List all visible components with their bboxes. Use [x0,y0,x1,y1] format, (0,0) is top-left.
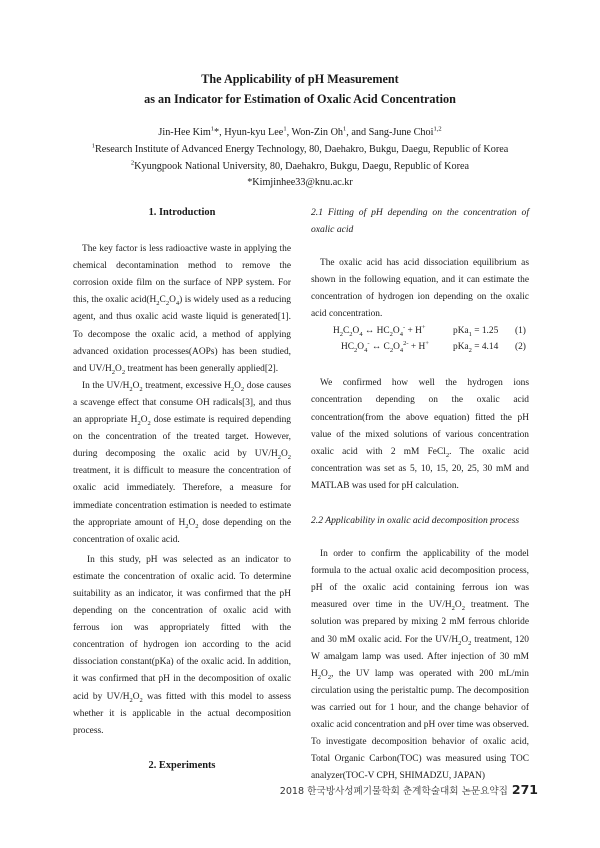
affiliation-2: $^2$Kyungpook National University, 80, Daehakro, Bukgu, Daegu, Republic of Korea [130,159,470,172]
affiliation-1: $^1$Research Institute of Advanced Energy Technology, 80, Daehakro, Bukgu, Daegu, Republic of Korea [91,142,509,155]
experiments-paragraph-3: In order to confirm the applicability of the model formula to the actual oxalic acid decomposition process, pH of the oxalic acid containing ferrous ion was measured over time in the $UV/H_2O_2$ treatment. The solution was prepared by mixing 2 mM ferrous chloride and 30 mM oxalic acid. For the $UV/H_2O_2$ treatment, 120 W amalgam lamp was used. After injection of 30 mM $H_2O_2$, the UV lamp was operated with 200 mL/min circulation using the peristaltic pump. The decomposition was carried out for 1 hour, and the change behavior of oxalic acid concentration and pH over time was observed. To investigate decomposition behavior of oxalic acid, Total Organic Carbon(TOC) was measured using TOC analyzer(TOC-V CPH, SHIMADZU, JAPAN) [311,549,530,782]
proceedings-title: 2018 한국방사성폐기물학회 춘계학술대회 논문요약집 [279,786,508,797]
intro-paragraph-1: The key factor is less radioactive waste in applying the chemical decontamination method to remove the corrosion oxide film on the surface of NPP system. For this, the oxalic $acid(H_2C_2O_4)$ is widely used as a reducing agent, and thus oxalic acid waste liquid is generated[1]. To decompose the oxalic acid, a method of applying advanced oxidation processes(AOPs) has been studied, and $UV/H_2O_2$ treatment has been generally applied[2]. [73,244,291,376]
paper-title-line-1: The Applicability of pH Measurement [201,72,399,86]
left-column [73,204,291,774]
subsection-heading-2-2: 2.2 Applicability in oxalic acid decomposition process [311,515,520,527]
author-list: Jin-Hee Kim$^1$*, Hyun-kyu Lee$^1$, Won-Zin Oh$^1$, and Sang-June Choi$^{1,2}$ [158,125,442,138]
subsection-heading-2-1: 2.1 Fitting of pH depending on the concentration of oxalic acid [311,207,529,235]
equation-2: $HC_2O_4^-$ ↔ $C_2O_4^{2-} + H^+$ [341,339,429,354]
right-column [311,204,529,785]
equation-2-number: (2) [515,342,526,352]
page-footer [280,782,538,797]
equation-1-number: (1) [515,326,526,336]
experiments-paragraph-2: We confirmed how well the hydrogen ions concentration depending on the oxalic acid concentration(from the above equation) fitted the pH value of the mixed solutions of various concentration oxalic acid with 2 mM FeCl$_2$. The oxalic acid concentration was set as 5, 10, 15, 20, 25, 30 mM and MATLAB was used for pH calculation. [311,378,529,491]
section-heading-introduction: 1. Introduction [148,207,216,218]
intro-paragraph-3: In this study, pH was selected as an indicator to estimate the concentration of oxalic acid. To determine suitability as an indicator, it was confirmed that the pH depending on the concentration of oxalic acid with ferrous ion was appropriately fitted with the concentration of hydrogen ion according to the acid dissociation constant(pKa) of the oxalic acid. In addition, it was confirmed that pH in the decomposition of oxalic acid by $UV/H_2O_2$ was fitted with this model to assess whether it is applicable in the actual decomposition process. [73,554,292,736]
page-number: 271 [511,782,538,797]
paper-title-line-2: as an Indicator for Estimation of Oxalic Acid Concentration [144,92,456,106]
section-heading-experiments: 2. Experiments [148,759,216,771]
equation-2-pka: pKa$_2$ = 4.14 [453,342,499,354]
experiments-paragraph-1: The oxalic acid has acid dissociation equilibrium as shown in the following equation, and it can estimate the concentration of hydrogen ion depending on the oxalic acid concentration. [311,258,529,320]
corresponding-email: *Kimjinhee33@knu.ac.kr [247,177,353,188]
equation-1-pka: pKa$_1$ = 1.25 [453,326,499,338]
equation-1: $H_2C_2O_4$ ↔ $HC_2O_4^- + H^+$ [333,323,426,338]
intro-paragraph-2: In the $UV/H_2O_2$ treatment, excessive $H_2O_2$ dose causes a scavenge effect that consume OH radicals[3], and thus an appropriate $H_2O_2$ dose estimate is required depending on the concentration of the treated target. However, during decomposing the oxalic acid by $UV/H_2O_2$ treatment, it is difficult to measure the concentration of oxalic acid immediately. Therefore, a measure for immediate concentration estimation is needed to estimate the appropriate amount of $H_2O_2$ dose depending on the concentration of oxalic acid. [73,380,291,545]
